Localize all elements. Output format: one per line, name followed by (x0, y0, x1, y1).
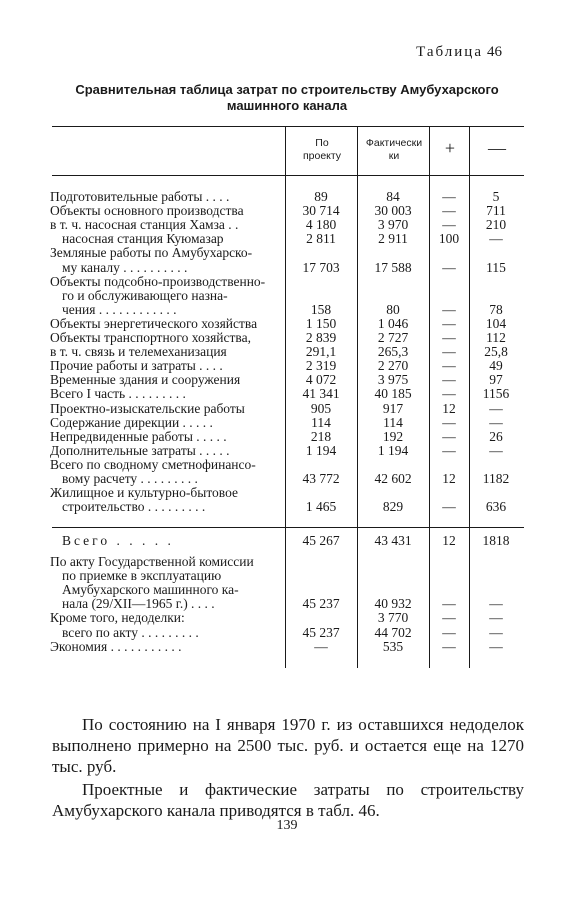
header-actual (359, 137, 429, 163)
header-actual-line-1: Фактически (365, 137, 423, 149)
cell-project: 1 150 (305, 315, 337, 331)
table-row (0, 472, 574, 486)
cell-plus: 100 (438, 231, 460, 247)
cell-actual: 192 (382, 428, 404, 444)
cell-actual: 2 727 (377, 330, 409, 345)
caption-line-2: машинного канала (226, 98, 348, 113)
table-row (0, 444, 574, 458)
table-row (0, 275, 574, 289)
total-row (0, 534, 574, 548)
table-row (0, 345, 574, 359)
row-label: го и обслуживающего назна- (62, 287, 228, 303)
row-label: Проектно-изыскательские работы (50, 400, 245, 416)
cell-plus: — (442, 203, 456, 219)
table-row (0, 387, 574, 401)
cell-actual: 42 602 (374, 471, 412, 486)
total-cell-minus: 1818 (482, 533, 510, 548)
table-row (0, 597, 574, 611)
row-label: вому расчету . . . . . . . . . (62, 471, 198, 486)
cell-project: 43 772 (302, 471, 340, 486)
cell-minus: — (489, 400, 503, 416)
cell-plus: — (442, 624, 456, 640)
cell-project: 30 714 (302, 203, 340, 219)
header-project-line-2: проекту (302, 150, 342, 162)
cell-minus: 112 (486, 330, 506, 345)
cell-minus: 78 (489, 301, 503, 317)
cell-plus: — (442, 259, 456, 275)
row-label: му каналу . . . . . . . . . . (62, 259, 188, 275)
cell-minus: 49 (489, 358, 503, 374)
cell-project: 1 465 (305, 499, 337, 515)
cell-actual: 3 970 (377, 217, 409, 233)
cell-actual: 3 975 (377, 372, 409, 388)
cell-project: 4 180 (305, 217, 337, 233)
cell-actual: 30 003 (374, 203, 412, 219)
cell-minus: 97 (489, 372, 503, 388)
cell-project: 2 319 (305, 358, 337, 374)
table-row (0, 303, 574, 317)
total-label: Всего . . . . . (62, 533, 174, 548)
cell-actual: 1 194 (377, 442, 409, 458)
cell-plus: — (442, 372, 456, 388)
table-row (0, 218, 574, 232)
table-row (0, 416, 574, 430)
table-row (0, 261, 574, 275)
cell-minus: — (489, 414, 503, 430)
cell-project: 41 341 (302, 386, 340, 402)
row-label: Жилищное и культурно-бытовое (50, 485, 238, 501)
cell-minus: 25,8 (484, 344, 508, 360)
row-label: Экономия . . . . . . . . . . . (50, 638, 182, 654)
header-bottom-rule (52, 175, 524, 176)
cell-plus: — (442, 217, 456, 233)
cell-plus: — (442, 414, 456, 430)
table-row (0, 486, 574, 500)
cell-project: 2 839 (305, 330, 337, 345)
row-label: Подготовительные работы . . . . (50, 189, 230, 204)
cell-project: 45 237 (302, 624, 340, 640)
cell-minus: — (489, 624, 503, 640)
row-label: Земляные работы по Амубухарско- (50, 245, 253, 261)
cell-minus: — (489, 610, 503, 626)
row-label: Прочие работы и затраты . . . . (50, 358, 223, 374)
cell-plus: 12 (442, 400, 456, 416)
cell-plus: 12 (442, 471, 456, 486)
cell-minus: 115 (486, 259, 506, 275)
row-label: Дополнительные затраты . . . . . (50, 442, 230, 458)
cell-minus: 1156 (482, 386, 510, 402)
cell-actual: 829 (382, 499, 404, 515)
table-row (0, 611, 574, 625)
table-row (0, 373, 574, 387)
table-caption (52, 82, 522, 114)
cell-actual: 535 (382, 638, 404, 654)
cell-actual: 80 (386, 301, 400, 317)
table-row (0, 500, 574, 514)
row-label: Временные здания и сооружения (50, 372, 241, 388)
row-label: Непредвиденные работы . . . . . (50, 428, 227, 444)
cell-project: 114 (311, 414, 331, 430)
row-label: Содержание дирекции . . . . . (50, 414, 213, 430)
total-separator-rule (52, 527, 524, 528)
table-row (0, 331, 574, 345)
cell-minus: — (489, 231, 503, 247)
row-label: По акту Государственной комиссии (50, 554, 254, 569)
table-row (0, 232, 574, 246)
header-actual-line-2: ки (388, 150, 400, 162)
row-label: насосная станция Куюмазар (62, 231, 224, 247)
cell-minus: 210 (485, 217, 507, 233)
table-row (0, 246, 574, 260)
cell-minus: — (489, 442, 503, 458)
cell-actual: 2 911 (378, 231, 408, 247)
cell-actual: 265,3 (377, 344, 409, 360)
table-number-label (416, 44, 502, 61)
row-label: по приемке в эксплуатацию (62, 568, 222, 584)
header-project (288, 137, 356, 163)
row-label: Объекты основного производства (50, 203, 244, 219)
cell-project: 1 194 (305, 442, 337, 458)
row-label: Всего I часть . . . . . . . . . (50, 386, 186, 402)
row-label: Объекты энергетического хозяйства (50, 315, 258, 331)
row-label: Объекты подсобно-производственно- (50, 273, 266, 289)
cell-minus: — (489, 596, 503, 612)
cell-actual: 2 270 (377, 358, 409, 374)
table-row (0, 359, 574, 373)
table-row (0, 569, 574, 583)
table-label-number: 46 (487, 44, 502, 60)
cell-minus: 5 (492, 189, 500, 204)
cell-actual: 17 588 (374, 259, 412, 275)
page-number: 139 (276, 818, 298, 833)
cell-project: 17 703 (302, 259, 340, 275)
header-plus: + (444, 138, 456, 158)
total-cell-plus: 12 (442, 533, 456, 548)
cell-plus: — (442, 358, 456, 374)
cell-minus: 1182 (482, 471, 510, 486)
row-label: чения . . . . . . . . . . . . (62, 301, 177, 317)
table-row (0, 190, 574, 204)
cell-minus: 26 (489, 428, 503, 444)
table-row (0, 289, 574, 303)
row-label: Объекты транспортного хозяйства, (50, 330, 251, 345)
cell-plus: — (442, 315, 456, 331)
cell-actual: 1 046 (377, 315, 409, 331)
row-label: Кроме того, недоделки: (50, 610, 185, 626)
cell-plus: — (442, 301, 456, 317)
cell-actual: 40 185 (374, 386, 412, 402)
cell-project: 291,1 (305, 344, 337, 360)
cell-project: 89 (314, 189, 328, 204)
cell-plus: — (442, 610, 456, 626)
table-row (0, 640, 574, 654)
caption-line-1: Сравнительная таблица затрат по строительству Амубухарского (75, 82, 499, 97)
cell-project: 2 811 (306, 231, 336, 247)
cell-plus: — (442, 596, 456, 612)
cell-minus: 711 (486, 203, 506, 219)
header-minus: — (488, 138, 506, 158)
cell-actual: 917 (382, 400, 404, 416)
table-row (0, 458, 574, 472)
cell-actual: 44 702 (374, 624, 412, 640)
cell-project: 905 (310, 400, 332, 416)
paragraph-2-text: Проектные и фактические затраты по строительству Амубухарского канала приводятся в табл. 46. (52, 780, 524, 820)
table-row (0, 626, 574, 640)
row-label: в т. ч. насосная станция Хамза . . (50, 217, 239, 233)
row-label: Всего по сводному сметнофинансо- (50, 456, 256, 472)
row-label: строительство . . . . . . . . . (62, 499, 206, 515)
cell-plus: — (442, 499, 456, 515)
cell-plus: — (442, 386, 456, 402)
row-label: всего по акту . . . . . . . . . (62, 624, 199, 640)
table-row (0, 555, 574, 569)
paragraph-1 (52, 714, 524, 777)
table-row (0, 204, 574, 218)
table-row (0, 430, 574, 444)
table-top-rule (52, 126, 524, 127)
cell-plus: — (442, 330, 456, 345)
total-cell-project: 45 267 (302, 533, 340, 548)
cell-actual: 3 770 (377, 610, 409, 626)
cell-minus: 104 (485, 315, 507, 331)
row-label: в т. ч. связь и телемеханизация (50, 344, 227, 360)
cell-project: 45 237 (302, 596, 340, 612)
table-row (0, 317, 574, 331)
table-row (0, 583, 574, 597)
cell-actual: 84 (386, 189, 400, 204)
row-label: нала (29/XII—1965 г.) . . . . (62, 596, 215, 612)
cell-minus: 636 (485, 499, 507, 515)
cell-project: 4 072 (305, 372, 337, 388)
cell-minus: — (489, 638, 503, 654)
cell-actual: 114 (383, 414, 403, 430)
table-row (0, 402, 574, 416)
cell-plus: — (442, 428, 456, 444)
cell-actual: 40 932 (374, 596, 412, 612)
cell-plus: — (442, 442, 456, 458)
header-project-line-1: По (315, 137, 329, 149)
cell-plus: — (442, 638, 456, 654)
cell-project: 158 (310, 301, 332, 317)
table-label-word: Таблица (416, 44, 483, 60)
cell-plus: — (442, 189, 456, 204)
paragraph-2 (52, 779, 524, 821)
row-label: Амубухарского машинного ка- (62, 582, 239, 598)
paragraph-1-text: По состоянию на I января 1970 г. из оставшихся недоделок выполнено примерно на 2500 тыс. руб. и остается еще на 1270 тыс. руб. (52, 715, 524, 776)
cell-project: — (314, 638, 328, 654)
cell-plus: — (442, 344, 456, 360)
total-cell-actual: 43 431 (374, 533, 412, 548)
cell-project: 218 (310, 428, 332, 444)
